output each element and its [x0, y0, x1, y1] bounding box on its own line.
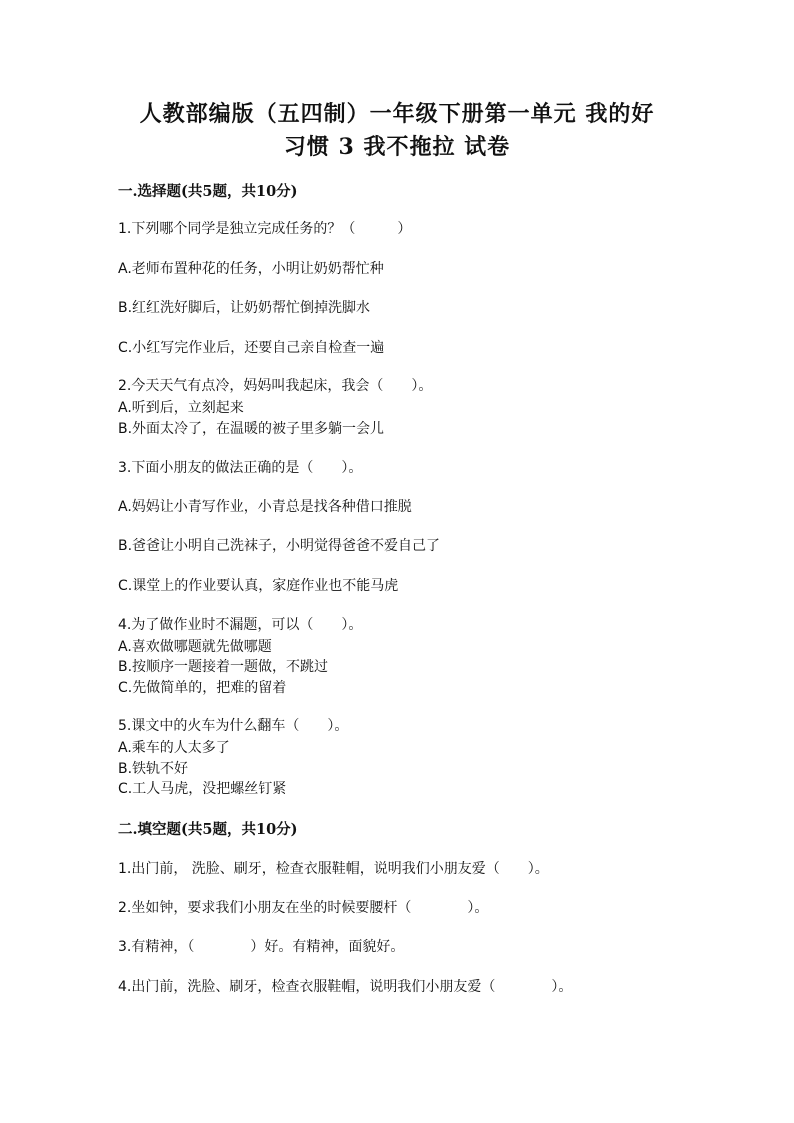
- option-b: B.爸爸让小明自己洗袜子，小明觉得爸爸不爱自己了: [118, 538, 441, 554]
- question-stem: 5.课文中的火车为什么翻车（ ）。: [118, 718, 349, 734]
- exam-title-line1: 人教部编版（五四制）一年级下册第一单元 我的好: [139, 101, 655, 127]
- fill-blank-question: 1.出门前， 洗脸、刷牙，检查衣服鞋帽，说明我们小朋友爱（ ）。: [118, 861, 549, 877]
- option-a: A.喜欢做哪题就先做哪题: [118, 639, 272, 655]
- question-stem: 2.今天天气有点冷，妈妈叫我起床，我会（ ）。: [118, 378, 433, 394]
- fill-blank-question: 3.有精神，（ ）好。有精神，面貌好。: [118, 939, 405, 955]
- question-stem: 1.下列哪个同学是独立完成任务的？（ ）: [118, 221, 412, 237]
- question-stem: 3.下面小朋友的做法正确的是（ ）。: [118, 460, 363, 476]
- option-b: B.外面太冷了，在温暖的被子里多躺一会儿: [118, 421, 385, 437]
- fill-blank-question: 4.出门前，洗脸、刷牙，检查衣服鞋帽，说明我们小朋友爱（ ）。: [118, 979, 573, 995]
- option-c: C.小红写完作业后，还要自己亲自检查一遍: [118, 340, 385, 356]
- option-a: A.乘车的人太多了: [118, 740, 230, 756]
- option-a: A.听到后，立刻起来: [118, 400, 244, 416]
- section-heading-fill-blank: 二.填空题(共5题，共10分): [118, 821, 298, 838]
- option-c: C.先做简单的，把难的留着: [118, 680, 287, 696]
- option-b: B.按顺序一题接着一题做，不跳过: [118, 659, 329, 675]
- option-b: B.红红洗好脚后，让奶奶帮忙倒掉洗脚水: [118, 300, 371, 316]
- question-stem: 4.为了做作业时不漏题，可以（ ）。: [118, 617, 363, 633]
- option-a: A.妈妈让小青写作业，小青总是找各种借口推脱: [118, 499, 412, 515]
- option-b: B.铁轨不好: [118, 761, 189, 777]
- option-c: C.课堂上的作业要认真，家庭作业也不能马虎: [118, 578, 399, 594]
- option-c: C.工人马虎，没把螺丝钉紧: [118, 781, 287, 797]
- exam-title-line2: 习惯 3 我不拖拉 试卷: [283, 134, 511, 160]
- option-a: A.老师布置种花的任务，小明让奶奶帮忙种: [118, 261, 384, 277]
- fill-blank-question: 2.坐如钟，要求我们小朋友在坐的时候要腰杆（ ）。: [118, 900, 489, 916]
- section-heading-choice: 一.选择题(共5题，共10分): [118, 183, 298, 200]
